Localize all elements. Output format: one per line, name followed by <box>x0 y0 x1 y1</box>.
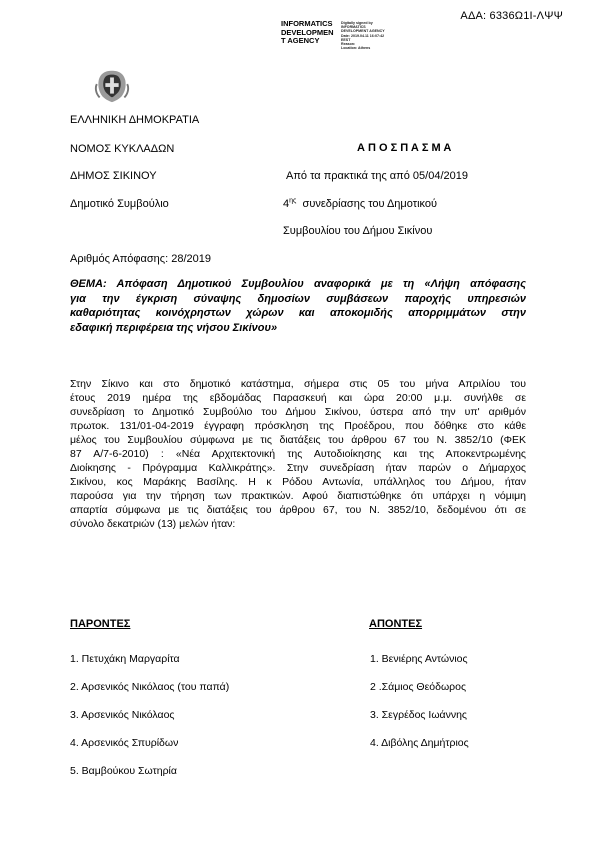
absent-member: 3. Σεγρέδος Ιωάννης <box>370 709 467 721</box>
body-line: μέλος του Συμβουλίου σύμφωνα με τις διατάξεις του άρθρου 67 του Ν. 3852/10 (ΦΕΚ <box>70 434 526 446</box>
greek-coat-of-arms-icon <box>93 67 131 105</box>
prefecture-label: ΝΟΜΟΣ ΚΥΚΛΑΔΩΝ <box>70 143 175 155</box>
body-line: Σικίνου, κος Μαράκης Βασίλης. Η κ Ρόδου Αντωνία, υπάλληλος του Δήμου, ήταν <box>70 476 526 488</box>
body-paragraph <box>70 377 526 531</box>
signature-org-line: DEVELOPMEN <box>281 27 334 37</box>
signature-detail-line: Date: 2019.04.11 16:07:42 <box>341 33 385 38</box>
absent-member: 2 .Σάμιος Θεόδωρος <box>370 681 467 693</box>
signature-detail-line: EEST <box>341 37 351 42</box>
signature-detail-line: Digitally signed by <box>341 21 373 25</box>
present-member: 1. Πετυχάκη Μαργαρίτα <box>70 653 180 665</box>
body-line: παρούσα για την τήρηση των πρακτικών. Αφού διαπιστώθηκε ότι υπάρχει η νόμιμη <box>70 490 526 502</box>
subject-line: ΘΕΜΑ: Απόφαση Δημοτικού Συμβουλίου αναφορικά με τη «Λήψη απόφασης <box>70 278 526 290</box>
body-line: 87 Α/7-6-2010) : «Νέα Αρχιτεκτονική της Αυτοδιοίκησης και της Αποκεντρωμένης <box>70 448 526 460</box>
extract-title: Α Π Ο Σ Π Α Σ Μ Α <box>357 142 452 154</box>
session-number: 4 <box>283 198 290 210</box>
absent-member: 1. Βενιέρης Αντώνιος <box>370 653 468 665</box>
session-line-1 <box>283 198 437 210</box>
subject-line: καθαριότητας κοινόχρηστων χώρων και αποκομιδής απορριμμάτων στην <box>70 307 526 319</box>
session-text: συνεδρίασης του Δημοτικού <box>302 198 438 210</box>
present-member: 2. Αρσενικός Νικόλαος (του παπά) <box>70 681 230 693</box>
body-line: Διοίκησης - Πρόγραμμα Καλλικράτης». Στην συνεδρίαση ήταν παρών ο Δήμαρχος <box>70 462 526 474</box>
ada-code: ΑΔΑ: 6336Ω1Ι-ΛΨΨ <box>460 10 563 22</box>
present-heading: ΠΑΡΟΝΤΕΣ <box>70 618 131 630</box>
subject-line: εδαφική περιφέρεια της νήσου Σικίνου» <box>70 321 278 334</box>
signature-detail-line: INFORMATICS <box>341 25 366 30</box>
body-line: σύνολο δεκατριών (13) μελών ήταν: <box>70 518 236 530</box>
decision-number: Αριθμός Απόφασης: 28/2019 <box>70 253 211 265</box>
signature-org-line: INFORMATICS <box>281 19 333 28</box>
session-ordinal-suffix: ης <box>289 197 297 205</box>
signature-detail-line: Reason: <box>341 42 356 47</box>
republic-label: ΕΛΛΗΝΙΚΗ ΔΗΜΟΚΡΑΤΙΑ <box>70 114 200 126</box>
body-line: Στην Σίκινο και στο δημοτικό κατάστημα, σήμερα στις 05 του μήνα Απριλίου του <box>70 378 526 390</box>
signature-detail-line: DEVELOPMENT AGENCY <box>341 29 385 34</box>
signature-org-line: T AGENCY <box>281 36 320 45</box>
body-line: συνεδρίαση το Δημοτικό Συμβούλιο του Δήμου Σικίνου, ύστερα από την υπ' αριθμόν <box>70 406 526 418</box>
body-line: απαρτία σύμφωνα με τις διατάξεις του άρθρου 67, του Ν. 3852/10, δεδομένου ότι σε <box>70 504 526 516</box>
municipality-label: ΔΗΜΟΣ ΣΙΚΙΝΟΥ <box>70 170 157 182</box>
subject-paragraph <box>70 277 526 335</box>
present-member: 3. Αρσενικός Νικόλαος <box>70 709 175 721</box>
council-label: Δημοτικό Συμβούλιο <box>70 198 169 210</box>
present-member: 5. Βαμβούκου Σωτηρία <box>70 765 177 777</box>
session-line-2: Συμβουλίου του Δήμου Σικίνου <box>283 225 433 237</box>
body-line: έτους 2019 ημέρα της εβδομάδας Παρασκευή και ώρα 20:00 μ.μ. συνήλθε σε <box>70 392 526 404</box>
subject-line: για την έγκριση σύναψης δημοσίων συμβάσεων παροχής υπηρεσιών <box>70 292 526 305</box>
present-member: 4. Αρσενικός Σπυρίδων <box>70 737 179 749</box>
absent-heading: ΑΠΟΝΤΕΣ <box>369 618 423 630</box>
digital-signature-details <box>341 21 385 50</box>
signature-detail-line: Location: Athens <box>341 46 371 51</box>
absent-member: 4. Διβόλης Δημήτριος <box>370 737 469 749</box>
digital-signature-org <box>281 20 334 46</box>
body-line: πρωτοκ. 131/01-04-2019 έγγραφη πρόσκληση της Προέδρου, που δόθηκε στο κάθε <box>70 420 526 432</box>
minutes-date: Από τα πρακτικά της από 05/04/2019 <box>286 170 468 182</box>
